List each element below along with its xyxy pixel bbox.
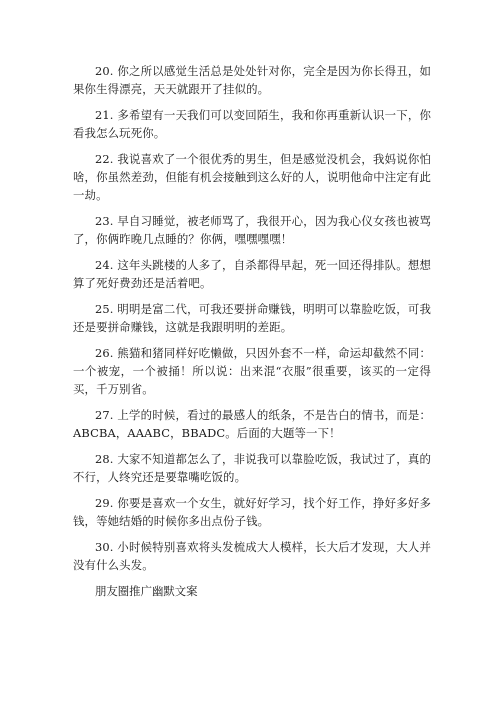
paragraph-28: 28. 大家不知道都怎么了，非说我可以靠脸吃饭，我试过了，真的不行，人终究还是要靠嘴吃饭的。: [73, 452, 431, 484]
document-body: [73, 62, 431, 600]
paragraph-23: 23. 早自习睡觉，被老师骂了，我很开心，因为我心仪女孩也被骂了，你俩昨晚几点睡的？你俩，嘿嘿嘿嘿！: [73, 214, 431, 246]
paragraph-21: 21. 多希望有一天我们可以变回陌生，我和你再重新认识一下，你看我怎么玩死你。: [73, 108, 431, 140]
paragraph-20: 20. 你之所以感觉生活总是处处针对你，完全是因为你长得丑，如果你生得漂亮，天天就跟开了挂似的。: [73, 64, 431, 96]
paragraph-27: 27. 上学的时候，看过的最感人的纸条，不是告白的情书，而是：ABCBA，AAABC，BBADC。后面的大题等一下！: [73, 408, 431, 440]
paragraph-26: 26. 熊猫和猪同样好吃懒做，只因外套不一样，命运却截然不同：一个被宠，一个被捅！所以说：出来混“衣服”很重要，该买的一定得买，千万别省。: [73, 346, 431, 396]
paragraph-22: 22. 我说喜欢了一个很优秀的男生，但是感觉没机会，我妈说你怕啥，你虽然差劲，但能有机会接触到这么好的人，说明他命中注定有此一劫。: [73, 152, 431, 202]
paragraph-24: 24. 这年头跳楼的人多了，自杀都得早起，死一回还得排队。想想算了死好费劲还是活着吧。: [73, 258, 431, 290]
paragraph-29: 29. 你要是喜欢一个女生，就好好学习，找个好工作，挣好多好多钱，等她结婚的时候你多出点份子钱。: [73, 496, 431, 528]
paragraph-30: 30. 小时候特别喜欢将头发梳成大人模样，长大后才发现，大人并没有什么头发。: [73, 540, 431, 572]
section-heading: 朋友圈推广幽默文案: [95, 584, 198, 598]
paragraph-25: 25. 明明是富二代，可我还要拼命赚钱，明明可以靠脸吃饭，可我还是要拼命赚钱，这就是我跟明明的差距。: [73, 302, 431, 334]
